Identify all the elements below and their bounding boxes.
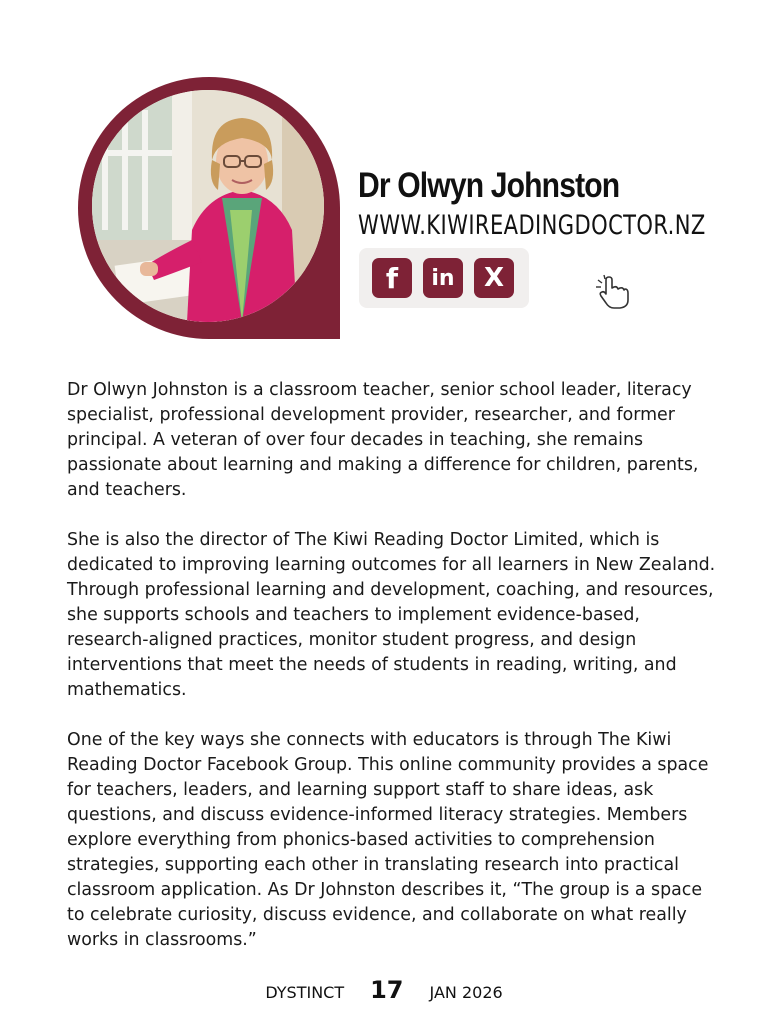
- body-paragraph-2: She is also the director of The Kiwi Reading Doctor Limited, which is dedicated to improving learning outcomes for all learners in New Zealand. Through professional learning and development, coaching, and resources, she supports schools and teachers to implement evidence-based, research-aligned practices, monitor student progress, and design interventions that meet the needs of students in reading, writing, and mathematics.: [67, 530, 716, 700]
- issue-date: JAN 2026: [429, 983, 503, 1002]
- body-paragraph-1: Dr Olwyn Johnston is a classroom teacher, senior school leader, literacy specialist, professional development provider, researcher, and former principal. A veteran of over four decades in teaching, she remains passionate about learning and making a difference for children, parents, and teachers.: [67, 380, 699, 500]
- linkedin-icon[interactable]: in: [423, 258, 463, 298]
- page-footer: [0, 976, 768, 1004]
- x-icon[interactable]: X: [474, 258, 514, 298]
- tap-hand-icon: [592, 274, 632, 310]
- body-paragraph-3: One of the key ways she connects with educators is through The Kiwi Reading Doctor Facebook Group. This online community provides a space for teachers, leaders, and learning support staff to share ideas, ask questions, and discuss evidence-informed literacy strategies. Members explore everything from phonics-based activities to comprehension strategies, supporting each other in translating research into practical classroom application. As Dr Johnston describes it, “The group is a space to celebrate curiosity, discuss evidence, and collaborate on what really works in classrooms.”: [67, 730, 709, 950]
- website-link[interactable]: WWW.KIWIREADINGDOCTOR.NZ: [358, 210, 706, 241]
- page-number: 17: [370, 976, 404, 1004]
- facebook-icon[interactable]: f: [372, 258, 412, 298]
- publication-name: DYSTINCT: [265, 983, 345, 1002]
- profile-photo: [92, 90, 324, 322]
- profile-name: Dr Olwyn Johnston: [358, 166, 620, 205]
- profile-photo-illustration: [92, 90, 324, 322]
- article-body: [67, 378, 717, 978]
